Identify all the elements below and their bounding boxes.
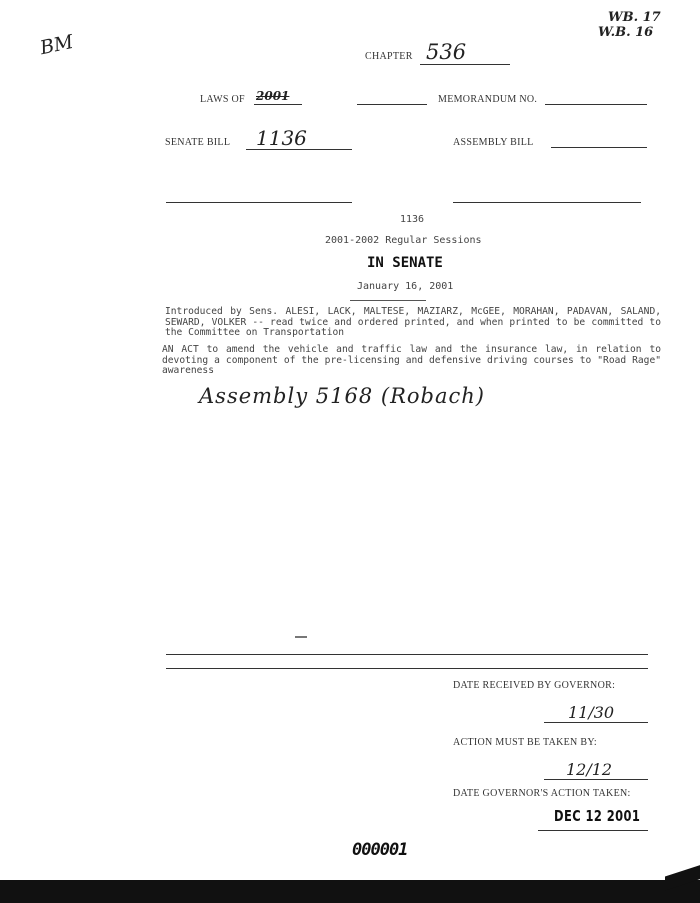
chapter-rule bbox=[420, 64, 510, 65]
chapter-number: 536 bbox=[426, 40, 467, 64]
laws-of-rule bbox=[254, 104, 302, 105]
corner-note-line1: WB. 17 bbox=[608, 10, 661, 25]
governor-rule-top bbox=[166, 654, 648, 655]
session-line: 2001-2002 Regular Sessions bbox=[325, 235, 482, 246]
introduction-date: January 16, 2001 bbox=[357, 281, 454, 292]
assembly-bill-label: ASSEMBLY BILL bbox=[453, 137, 534, 148]
scan-edge-bar bbox=[0, 880, 700, 903]
page-stamp: 000001 bbox=[352, 840, 408, 860]
bill-number: 1136 bbox=[400, 214, 425, 225]
introduction-paragraph: Introduced by Sens. ALESI, LACK, MALTESE, MAZIARZ, McGEE, MORAHAN, PADAVAN, SALAND, SEWARD, VOLKER -- read twice and ordered printed, and when printed to be committed to the Committee on Transportation bbox=[165, 306, 661, 339]
house-title: IN SENATE bbox=[367, 255, 443, 271]
handwritten-assembly-note: Assembly 5168 (Robach) bbox=[199, 384, 485, 408]
date-received-rule bbox=[544, 722, 648, 723]
date-received-value: 11/30 bbox=[568, 703, 615, 722]
blank-rule-left bbox=[166, 202, 352, 203]
assembly-bill-rule bbox=[551, 147, 647, 148]
laws-of-year: 2001 bbox=[256, 89, 290, 103]
senate-bill-rule bbox=[246, 149, 352, 150]
memorandum-rule bbox=[545, 104, 647, 105]
date-received-label: DATE RECEIVED BY GOVERNOR: bbox=[453, 680, 616, 691]
act-paragraph: AN ACT to amend the vehicle and traffic law and the insurance law, in relation to devoting a component of the pre-licensing and defensive driving courses to "Road Rage" awareness bbox=[162, 344, 661, 377]
margin-initials: BM bbox=[38, 30, 76, 60]
action-taken-stamp: DEC 12 2001 bbox=[554, 807, 641, 825]
action-deadline-rule bbox=[544, 779, 648, 780]
governor-rule-bottom bbox=[166, 668, 648, 669]
stray-mark bbox=[295, 636, 307, 638]
action-taken-label: DATE GOVERNOR'S ACTION TAKEN: bbox=[453, 788, 631, 799]
laws-of-label: LAWS OF bbox=[200, 94, 245, 105]
memorandum-label: MEMORANDUM NO. bbox=[438, 94, 538, 105]
action-deadline-label: ACTION MUST BE TAKEN BY: bbox=[453, 737, 598, 748]
laws-of-blank-rule bbox=[357, 104, 427, 105]
action-deadline-value: 12/12 bbox=[566, 760, 613, 779]
action-taken-rule bbox=[538, 830, 648, 831]
corner-note-line2: W.B. 16 bbox=[598, 25, 654, 40]
date-rule bbox=[350, 300, 426, 301]
senate-bill-number: 1136 bbox=[256, 126, 307, 150]
blank-rule-right bbox=[453, 202, 641, 203]
chapter-label: CHAPTER bbox=[365, 51, 413, 62]
senate-bill-label: SENATE BILL bbox=[165, 137, 231, 148]
